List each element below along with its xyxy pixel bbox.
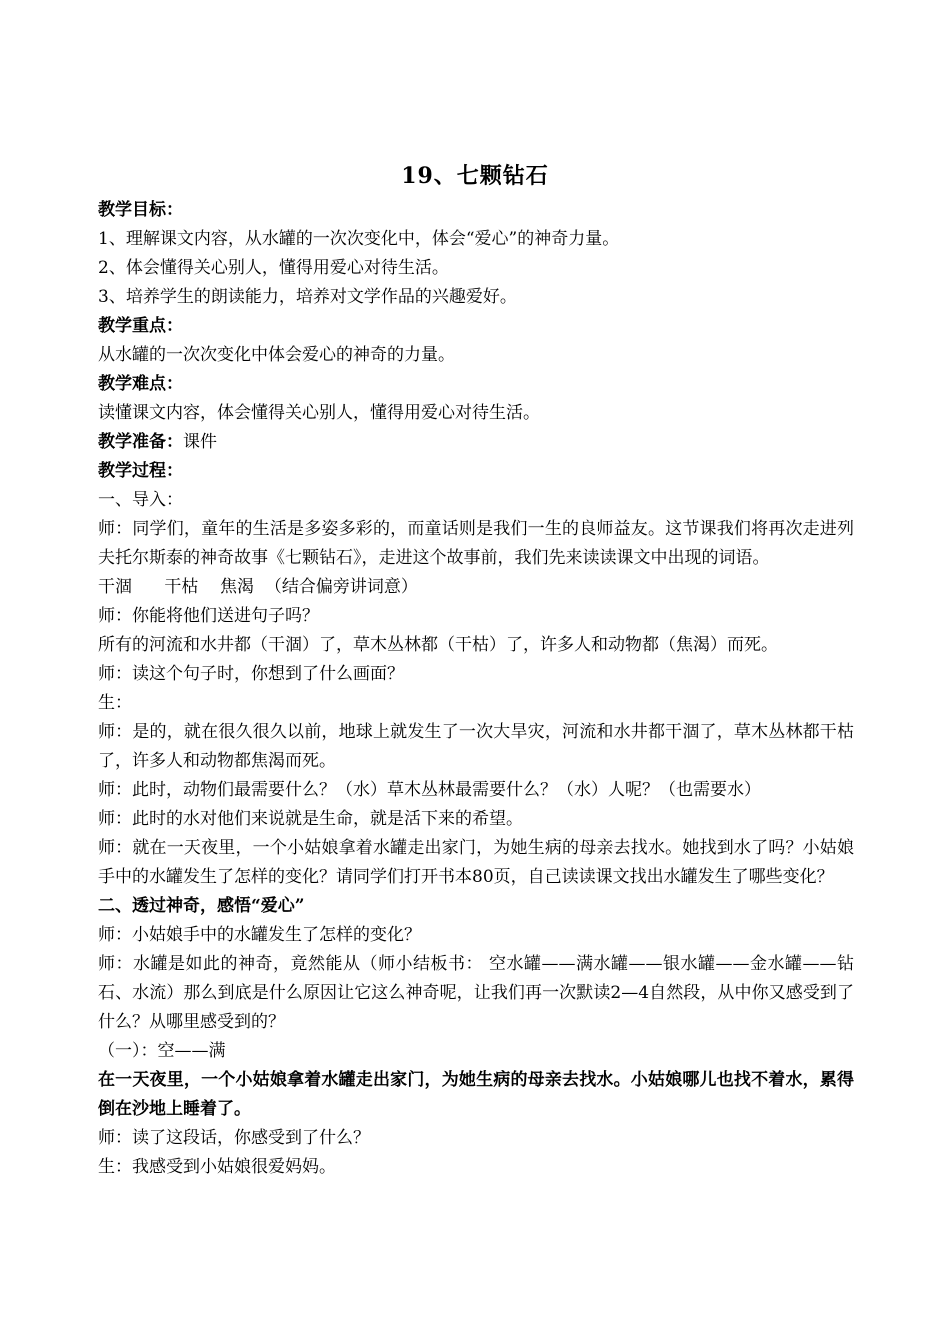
difficulty-text: 读懂课文内容，体会懂得关心别人，懂得用爱心对待生活。 — [98, 403, 540, 423]
process-step-heading-bold: 二、透过神奇，感悟“爱心” — [98, 896, 305, 916]
objective-item: 1、理解课文内容，从水罐的一次次变化中，体会“爱心”的神奇力量。 — [98, 229, 620, 249]
section-heading-process: 教学过程： — [98, 461, 183, 481]
paragraph: 师：水罐是如此的神奇，竟然能从（师小结板书： 空水罐——满水罐——银水罐——金水罐——钻石、水流）那么到底是什么原因让它这么神奇呢，让我们再一次默读2—4自然段，从中你又感受到了什么？从哪里感受到的？ — [98, 954, 854, 1032]
objective-item: 2、体会懂得关心别人，懂得用爱心对待生活。 — [98, 258, 449, 278]
paragraph: 师：你能将他们送进句子吗？ — [98, 606, 319, 626]
quoted-passage: 在一天夜里，一个小姑娘拿着水罐走出家门，为她生病的母亲去找水。小姑娘哪儿也找不着水，累得倒在沙地上睡着了。 — [98, 1070, 854, 1119]
document-title: 19、七颗钻石 — [401, 163, 549, 189]
paragraph: 所有的河流和水井都（干涸）了，草木丛林都（干枯）了，许多人和动物都（焦渴）而死。 — [98, 635, 778, 655]
preparation-line — [98, 428, 854, 457]
paragraph: 师：此时，动物们最需要什么？（水）草木丛林最需要什么？（水）人呢？（也需要水） — [98, 780, 761, 800]
section-heading-preparation: 教学准备： — [98, 432, 183, 452]
key-point-text: 从水罐的一次次变化中体会爱心的神奇的力量。 — [98, 345, 455, 365]
paragraph: 师：此时的水对他们来说就是生命，就是活下来的希望。 — [98, 809, 523, 829]
paragraph: 师：是的，就在很久很久以前，地球上就发生了一次大旱灾，河流和水井都干涸了，草木丛林都干枯了，许多人和动物都焦渴而死。 — [98, 722, 854, 771]
vocabulary-line: 干涸 干枯 焦渴 （结合偏旁讲词意） — [98, 577, 418, 597]
paragraph: 师：读了这段话，你感受到了什么？ — [98, 1128, 370, 1148]
paragraph: 师：读这个句子时，你想到了什么画面？ — [98, 664, 404, 684]
paragraph: 生： — [98, 693, 132, 713]
process-step-heading: 一、导入： — [98, 490, 183, 510]
section-heading-key-points: 教学重点： — [98, 316, 183, 336]
sub-step-heading: （一）：空——满 — [98, 1041, 226, 1061]
section-heading-objectives: 教学目标： — [98, 200, 183, 220]
preparation-text: 课件 — [183, 432, 217, 452]
paragraph: 师：小姑娘手中的水罐发生了怎样的变化？ — [98, 925, 421, 945]
paragraph: 生：我感受到小姑娘很爱妈妈。 — [98, 1157, 336, 1177]
document-body — [98, 196, 854, 1182]
section-heading-difficulties: 教学难点： — [98, 374, 183, 394]
paragraph: 师：同学们，童年的生活是多姿多彩的，而童话则是我们一生的良师益友。这节课我们将再次走进列夫托尔斯泰的神奇故事《七颗钻石》，走进这个故事前，我们先来读读课文中出现的词语。 — [98, 519, 854, 568]
paragraph: 师：就在一天夜里，一个小姑娘拿着水罐走出家门，为她生病的母亲去找水。她找到水了吗？小姑娘手中的水罐发生了怎样的变化？请同学们打开书本80页，自己读读课文找出水罐发生了哪些变化？ — [98, 838, 854, 887]
objective-item: 3、培养学生的朗读能力，培养对文学作品的兴趣爱好。 — [98, 287, 517, 307]
